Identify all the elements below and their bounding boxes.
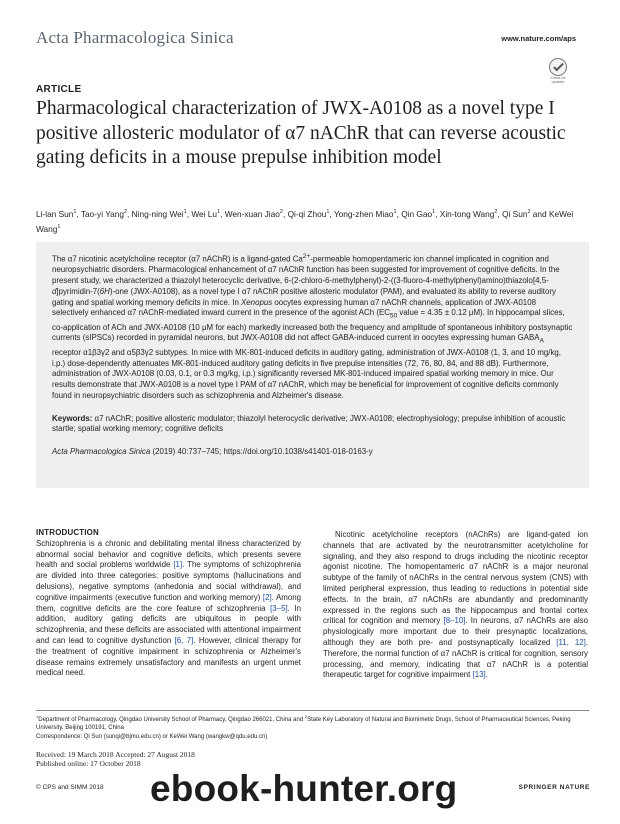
right-column [323, 530, 588, 681]
author-affiliation: 2 [279, 209, 283, 215]
author-affiliation: 1 [57, 223, 61, 230]
citation-line: Acta Pharmacologica Sinica (2019) 40:737–745; https://doi.org/10.1038/s41401-018-0163-y [52, 447, 373, 457]
copyright-notice: © CPS and SIMM 2018 [36, 784, 104, 791]
author-name: Tao-yi Yang [80, 208, 124, 219]
author-name: Qi-qi Zhou [287, 208, 327, 219]
keywords: Keywords: α7 nAChR; positive allosteric modulator; thiazolyl heterocyclic derivative; JWX-A0108; electrophysiology; prepulse inhibition of acoustic startle; spatial working memory; cognitive deficits [52, 413, 566, 434]
footnote-divider [36, 710, 589, 711]
abstract-text: The α7 nicotinic acetylcholine receptor (α7 nAChR) is a ligand-gated $Ca^{2+}$-permeable homopentameric ion channel implicated in cognition and neuropsychiatric disorders. Pharmacological enhancement of α7 nAChR function has been suggested for improvement of cognitive deficits. In the present study, we characterized a thiazolyl heterocyclic derivative, 6-(2-chloro-6-methylphenyl)-2-((3-fluoro-4-methylphenyl)amino)thiazolo[4,5-d]pyrimidin-7(6H)-one (JWX-A0108), as a novel type I α7 nAChR positive allosteric modulator (PAM), and evaluated its ability to reverse auditory gating and spatial working memory deficits in mice. In Xenopus oocytes expressing human α7 nAChR channels, application of JWX-A0108 selectively enhanced α7 nAChR-mediated inward current in the presence of the agonist ACh ($EC_{50}$ value = 4.35 ± 0.12 μM). In hippocampal slices, co-application of ACh and JWX-A0108 (10 μM for each) markedly increased both the frequency and amplitude of spontaneous inhibitory postsynaptic currents (sIPSCs) recorded in pyramidal neurons, but JWX-A0108 did not affect GABA-induced current in oocytes expressing human $GABA_A$ receptor α1β3γ2 and α5β3γ2 subtypes. In mice with MK-801-induced deficits in auditory gating, administration of JWX-A0108 (1, 3, and 10 mg/kg, i.p.) dose-dependently attenuates MK-801-induced auditory gating deficits in five prepulse intensities (72, 76, 80, 84, and 88 dB). Furthermore, administration of JWX-A0108 (0.03, 0.1, or 0.3 mg/kg, i.p.) significantly reversed MK-801-induced impaired spatial working memory in mice. Our results demonstrate that JWX-A0108 is a novel type I PAM of α7 nAChR, which may be beneficial for improvement of cognitive deficits commonly found in neuropsychiatric disorders such as schizophrenia and Alzheimer's disease. [52, 253, 573, 400]
author-list: Li-lan Sun$^1$, Tao-yi Yang$^2$, Ning-ning Wei$^1$, Wei Lu$^1$, Wen-xuan Jiao$^2$, Qi-qi Zhou$^1$, Yong-zhen Miao$^1$, Qin Gao$^1$, Xin-tong Wang$^2$, Qi Sun$^2$ and KeWei Wang$^1$ [36, 208, 574, 234]
introduction-paragraph: Schizophrenia is a chronic and debilitating mental illness characterized by abnormal social behavior and cognitive deficits, which presents severe health and social problems worldwide [1]. The symptoms of schizophrenia are divided into three categories: positive symptoms (hallucinations and delusions), negative symptoms (anhedonia and social withdrawal), and cognitive impairments (executive function and working memory) [2]. Among them, cognitive deficits are the core feature of schizophrenia [3–5]. In addition, auditory gating deficits are ubiquitous in people with schizophrenia, and these deficits are associated with attentional impairment and can lead to cognitive dysfunction [6, 7]. However, clinical therapy for the treatment of cognitive impairment in schizophrenia or Alzheimer's disease remains extremely unsatisfactory and manifests an urgent unmet medical need. [36, 538, 302, 678]
body-paragraph: Nicotinic acetylcholine receptors (nAChRs) are ligand-gated ion channels that are activated by the neurotransmitter acetylcholine for signaling, and they also respond to drugs including the nicotinic receptor agonist nicotine. The homopentameric α7 nAChR is a major neuronal subtype of the family of nAChRs in the central nervous system (CNS) with limited peripheral expression, thus leading to reductions in potential side effects. In the brain, α7 nAChRs are abundantly and predominantly expressed in the regions such as the hippocampus and frontal cortex critical for cognition and memory [8–10]. In neurons, α7 nAChRs are also physiologically more important due to their presynaptic localizations, although they are both pre- and postsynaptically localized [11, 12]. Therefore, the normal function of α7 nAChR is critical for cognition, sensory processing, and memory, indicating that α7 nAChR is a potential therapeutic target for cognitive impairment [13]. [323, 530, 588, 680]
author-affiliation: 1 [73, 209, 77, 215]
affiliations-footnote: $^1$Department of Pharmacology, Qingdao University School of Pharmacy, Qingdao 266021, China and $^2$State Key Laboratory of Natural and Biomimetic Drugs, School of Pharmaceutical Sciences, Peking University, Beijing 100191, China Correspondence: Qi Sun (sunqi@bjmu.edu.cn) or KeWei Wang (wangkw@qdu.edu.cn) [36, 713, 589, 741]
author-name: Qin Gao [401, 208, 433, 219]
check-icon [549, 58, 567, 76]
author-name: Yong-zhen Miao [333, 208, 394, 219]
author-affiliation: 1 [183, 209, 187, 215]
publication-dates: Received: 19 March 2018 Accepted: 27 August 2018 Published online: 17 October 2018 [36, 750, 195, 768]
check-for-updates-badge[interactable] [545, 58, 571, 88]
author-affiliation: 1 [393, 209, 397, 215]
author-affiliation: 2 [494, 209, 498, 215]
correspondence: Correspondence: Qi Sun (sunqi@bjmu.edu.cn) or KeWei Wang (wangkw@qdu.edu.cn) [36, 733, 268, 740]
watermark: ebook-hunter.org [150, 768, 458, 809]
journal-name: Acta Pharmacologica Sinica [36, 28, 234, 47]
reference-link[interactable]: [1] [173, 560, 183, 570]
author-name: KeWei Wang [36, 208, 574, 234]
author-affiliation: 2 [123, 209, 128, 215]
author-affiliation: 1 [432, 209, 436, 215]
abstract-box [36, 242, 589, 488]
author-affiliation: 1 [326, 209, 330, 215]
author-name: Xin-tong Wang [439, 208, 495, 219]
author-name: Wei Lu [191, 208, 217, 219]
check-updates-label: Check for updates [550, 76, 566, 84]
reference-link[interactable]: [6, 7] [174, 635, 194, 645]
article-title: Pharmacological characterization of JWX-A0108 as a novel type I positive allosteric modulator of α7 nAChR that can reverse acoustic gating deficits in a mouse prepulse inhibition model [36, 98, 566, 169]
introduction-column [36, 528, 301, 679]
reference-link[interactable]: [8–10] [443, 616, 466, 626]
reference-link[interactable]: [3–5] [270, 603, 288, 613]
introduction-heading: INTRODUCTION [36, 528, 99, 537]
journal-url-link[interactable]: www.nature.com/aps [501, 34, 576, 43]
author-name: Ning-ning Wei [131, 208, 184, 219]
author-affiliation: 1 [217, 209, 221, 215]
author-name: Li-lan Sun [36, 208, 74, 219]
article-type-label: ARTICLE [36, 84, 82, 95]
author-affiliation: 2 [527, 209, 531, 215]
author-name: Wen-xuan Jiao [224, 208, 280, 219]
reference-link[interactable]: [13] [472, 670, 486, 680]
author-name: Qi Sun [502, 208, 528, 219]
publisher-logo: SPRINGER NATURE [518, 784, 590, 791]
reference-link[interactable]: [11, 12] [556, 637, 586, 647]
reference-link[interactable]: [2] [262, 592, 272, 602]
